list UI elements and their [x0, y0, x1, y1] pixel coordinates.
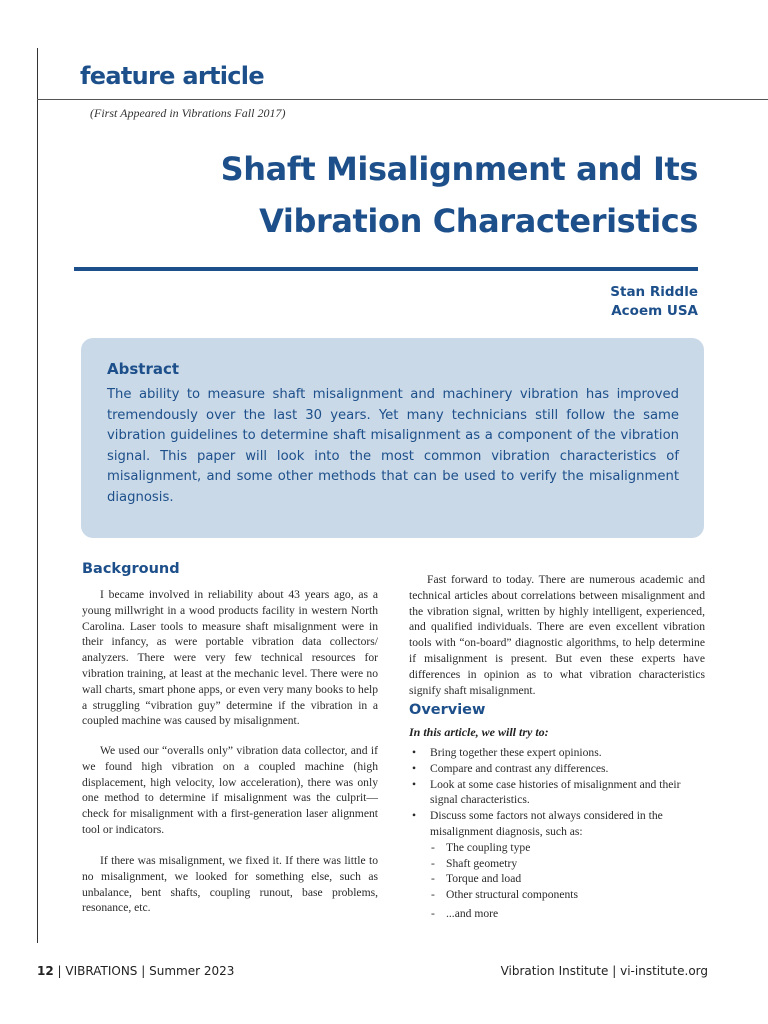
issue-label: Summer 2023: [149, 964, 235, 978]
background-paragraph-1: I became involved in reliability about 43 years ago, as a young millwright in a wood products facility in western North Carolina. Laser tools to measure shaft misalignment were in their infancy, as were portable vibration data collectors/ analyzers. There were very few technical resources for vibration training, at least at the mechanic level. There were no wall charts, smart phone apps, or even very many books to help a struggling “vibration guy” determine if the vibration in a coupled machine was caused by misalignment.: [82, 588, 378, 728]
list-item-text: Discuss some factors not always considered in the misalignment diagnosis, such as:: [430, 809, 663, 838]
overview-sublist: [430, 840, 709, 922]
page-number: 12: [37, 964, 54, 978]
article-title: [58, 143, 698, 247]
footer-separator: |: [57, 964, 62, 978]
sub-list-item: - ...and more: [430, 906, 709, 922]
magazine-name: VIBRATIONS: [65, 964, 138, 978]
author-name: Stan Riddle: [610, 284, 698, 300]
section-tag: feature article: [80, 62, 264, 90]
overview-list: [409, 745, 709, 922]
left-margin-rule: [37, 48, 38, 943]
sub-list-item: - Torque and load: [430, 871, 709, 887]
abstract-box: [81, 338, 704, 538]
article-title-line-2: Vibration Characteristics: [259, 202, 698, 240]
list-item-with-subitems: [409, 808, 709, 922]
publisher-name: Vibration Institute: [500, 964, 609, 978]
list-item: • Bring together these expert opinions.: [409, 745, 709, 761]
sub-list-item: - Other structural components: [430, 887, 709, 903]
overview-intro: In this article, we will try to:: [409, 725, 549, 739]
author-organization: Acoem USA: [611, 303, 698, 319]
background-heading: Background: [82, 561, 180, 577]
website-link[interactable]: vi-institute.org: [620, 964, 708, 978]
sub-list-item: - The coupling type: [430, 840, 709, 856]
article-title-line-1: Shaft Misalignment and Its: [220, 150, 698, 188]
footer-left: [37, 964, 234, 978]
header-rule: [37, 99, 768, 100]
overview-heading: Overview: [409, 702, 486, 718]
list-item: • Compare and contrast any differences.: [409, 761, 709, 777]
first-appeared-note: (First Appeared in Vibrations Fall 2017): [90, 106, 286, 120]
abstract-heading: Abstract: [107, 360, 180, 378]
list-item: • Look at some case histories of misalignment and their signal characteristics.: [409, 777, 709, 809]
sub-list-item: - Shaft geometry: [430, 856, 709, 872]
author-block: [610, 283, 698, 321]
footer-separator: |: [612, 964, 617, 978]
background-paragraph-4: Fast forward to today. There are numerous academic and technical articles about correlations between misalignment and the vibration signal, written by highly intelligent, experienced, and qualified individuals. There are even excellent vibration tools with “on-board” diagnostic algorithms, to help determine if misalignment is present. But even these experts have differences in opinion as to what vibration characteristics signify shaft misalignment.: [409, 573, 705, 697]
footer-right: [501, 964, 708, 978]
footer-separator: |: [141, 964, 146, 978]
background-paragraph-2: We used our “overalls only” vibration data collector, and if we found high vibration on a coupled machine (high displacement, high velocity, low acceleration), there was only one method to determine if misalignment was the culprit—check for misalignment with a first-generation laser alignment tool or indicators.: [82, 744, 378, 836]
abstract-body: The ability to measure shaft misalignment and machinery vibration has improved tremendously over the last 30 years. Yet many technicians still follow the same vibration guidelines to determine shaft misalignment as a component of the vibration signal. This paper will look into the most common vibration characteristics of misalignment, and some other methods that can be used to verify the misalignment diagnosis.: [107, 387, 679, 505]
background-paragraph-3: If there was misalignment, we fixed it. If there was little to no misalignment, we looked for something else, such as unbalance, bent shafts, coupling runout, base problems, resonance, etc.: [82, 854, 378, 915]
title-rule: [74, 267, 698, 271]
